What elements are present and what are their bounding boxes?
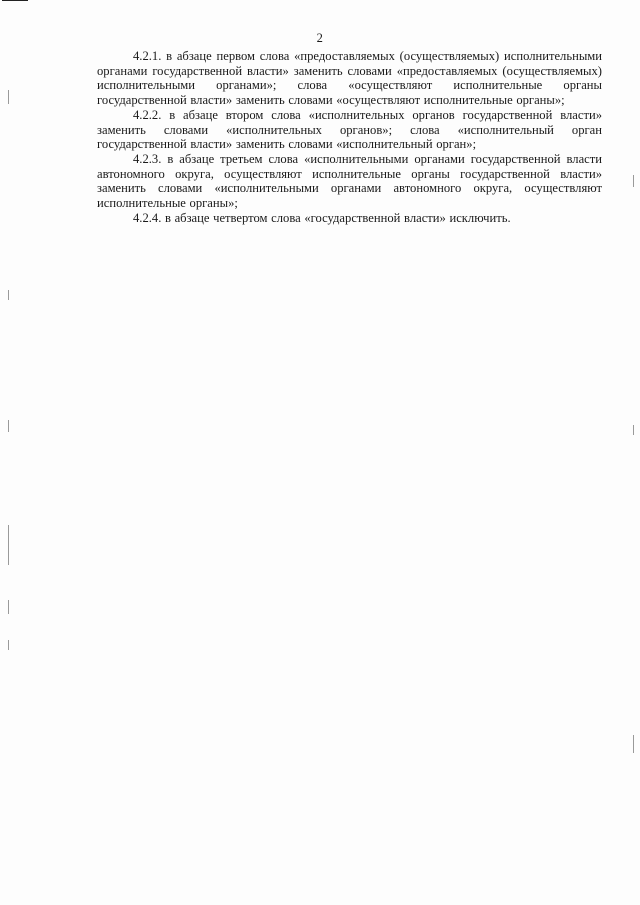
scan-edge-mark: [2, 0, 28, 1]
scan-artifact: [8, 290, 9, 300]
paragraph-4-2-4: 4.2.4. в абзаце четвертом слова «государственной власти» исключить.: [133, 210, 511, 225]
scan-artifact: [633, 425, 634, 435]
scan-artifact: [8, 640, 9, 650]
document-body: [97, 49, 602, 225]
paragraph-4-2-3: 4.2.3. в абзаце третьем слова «исполнительными органами государственной власти автономного округа, осуществляют исполнительные органы государственной власти» заменить словами «исполнительными органами автономного округа, осуществляют исполнительные органы»;: [97, 151, 602, 211]
scan-artifact: [8, 600, 9, 614]
page-number: 2: [316, 31, 324, 45]
scan-artifact: [8, 90, 9, 104]
paragraph-4-2-2: 4.2.2. в абзаце втором слова «исполнительных органов государственной власти» заменить словами «исполнительных органов»; слова «исполнительный орган государственной власти» заменить словами «исполнительный орган»;: [97, 107, 602, 152]
scan-artifact: [633, 735, 634, 753]
scan-artifact: [8, 525, 9, 565]
scan-artifact: [633, 175, 634, 187]
paragraph-4-2-1: 4.2.1. в абзаце первом слова «предоставляемых (осуществляемых) исполнительными органами государственной власти» заменить словами «предоставляемых (осуществляемых) исполнительными органами»; слова «осуществляют исполнительные органы государственной власти» заменить словами «осуществляют исполнительные органы»;: [97, 49, 602, 108]
scan-artifact: [8, 420, 9, 432]
